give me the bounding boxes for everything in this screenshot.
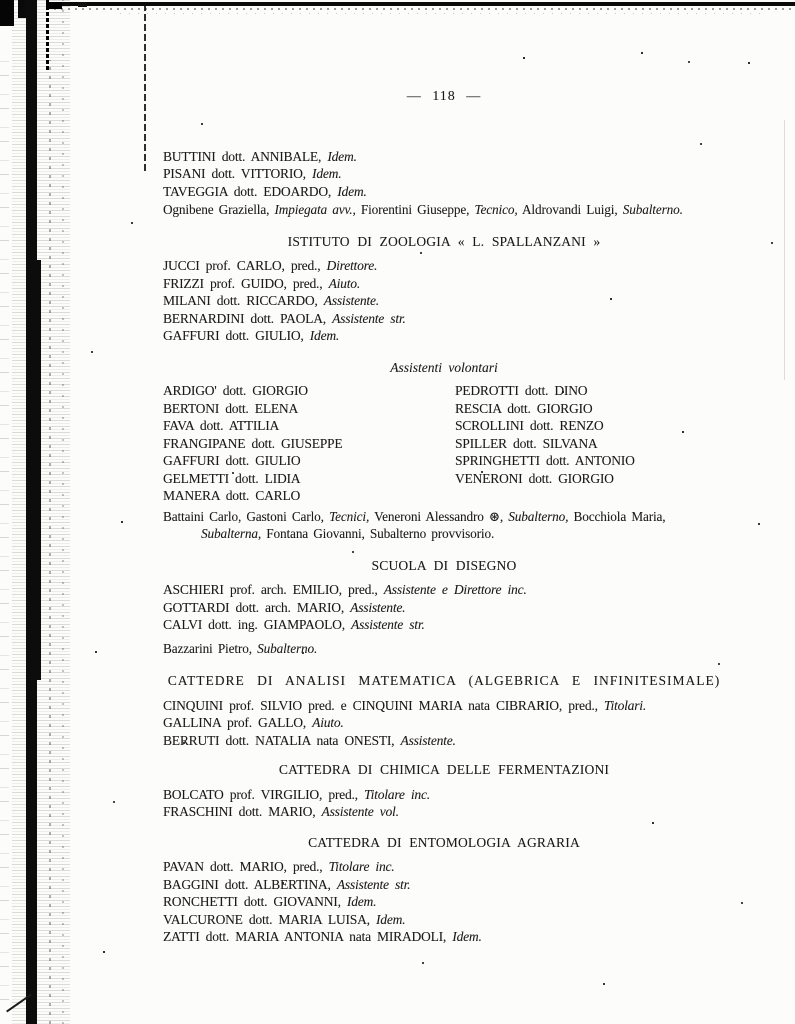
section-subheading: Assistenti volontari: [390, 359, 498, 375]
entry-role-text: Assistente str.: [351, 617, 425, 632]
section-heading: CATTEDRA DI CHIMICA DELLE FERMENTAZIONI: [278, 762, 610, 777]
entry-name-text: GAFFURI dott. GIULIO,: [163, 328, 310, 343]
scan-edge-line: [144, 6, 146, 171]
volunteers-column-left: [163, 382, 455, 505]
document-body: [163, 148, 725, 946]
entry-role-text: Impiegata avv.,: [274, 202, 356, 217]
directory-entry: [163, 911, 725, 929]
volunteer-entry: VENERONI dott. GIORGIO: [455, 470, 614, 486]
scan-dotted-line: [62, 0, 64, 1024]
entry-name-text: VALCURONE dott. MARIA LUISA,: [163, 911, 376, 927]
entries-block: [163, 786, 725, 821]
entries-block: [163, 697, 725, 750]
entry-name-text: RONCHETTI dott. GIOVANNI,: [163, 894, 347, 909]
entry-name-text: PISANI dott. VITTORIO,: [163, 166, 313, 181]
staff-paragraph-line: [163, 640, 725, 658]
page-number: — 118 —: [406, 89, 482, 104]
entry-name-text: Battaini Carlo, Gastoni Carlo,: [163, 508, 330, 524]
entry-role-text: Idem.: [327, 148, 357, 164]
directory-entry: [163, 714, 725, 732]
directory-entry: [163, 928, 725, 946]
directory-entry: [163, 876, 725, 894]
volunteers-column-right: [455, 382, 725, 505]
volunteer-entry: BERTONI dott. ELENA: [163, 400, 299, 416]
entry-name-text: Veneroni Alessandro ⊛,: [369, 508, 509, 524]
scan-left-noise: [0, 60, 9, 1000]
entry-name-text: GOTTARDI dott. arch. MARIO,: [163, 599, 351, 615]
staff-paragraph: [163, 640, 725, 658]
directory-entry: [163, 697, 725, 715]
entry-role-text: Titolare inc.: [328, 859, 395, 874]
scan-top-fuzz: [120, 13, 765, 14]
volunteer-entry: MANERA dott. CARLO: [163, 488, 301, 503]
staff-paragraph-line: [163, 525, 725, 543]
volunteer-entry: PEDROTTI dott. DINO: [455, 383, 588, 398]
entry-name-text: BERNARDINI dott. PAOLA,: [163, 310, 333, 326]
entry-name-text: Aldrovandi Luigi,: [517, 202, 623, 217]
entries-block: [163, 858, 725, 946]
directory-entry: [163, 310, 725, 328]
entry-role-text: Subalterno.: [622, 202, 683, 217]
entry-role-text: Assistente.: [323, 293, 379, 308]
entry-role-text: Subalterna,: [201, 526, 262, 541]
directory-entry: [163, 327, 725, 345]
entry-role-text: Assistente.: [350, 599, 406, 615]
staff-paragraph-line: [163, 201, 725, 219]
scan-gutter-streaks: [12, 0, 70, 1024]
directory-entry: [163, 893, 725, 911]
scan-gutter-bar: [26, 0, 37, 1024]
entry-role-text: Titolari.: [603, 697, 647, 713]
volunteer-entry: SPILLER dott. SILVANA: [455, 435, 598, 451]
entry-role-text: Idem.: [375, 911, 406, 927]
volunteers-columns: [163, 382, 725, 505]
scan-specks: [0, 0, 2, 2]
entry-name-text: ASCHIERI prof. arch. EMILIO, pred.,: [163, 582, 384, 597]
entry-role-text: Subalterno.: [257, 640, 318, 656]
directory-entry: [163, 786, 725, 804]
entries-block: [163, 257, 725, 345]
directory-entry: [163, 803, 725, 821]
entry-role-text: Assistente str.: [336, 876, 411, 892]
entry-name-text: TAVEGGIA dott. EDOARDO,: [163, 183, 338, 199]
volunteer-entry: SCROLLINI dott. RENZO: [455, 418, 604, 433]
entry-role-text: Idem.: [346, 894, 377, 909]
scan-corner-blob: [46, 2, 62, 9]
entry-role-text: Subalterno,: [508, 508, 569, 524]
entry-name-text: Bazzarini Pietro,: [163, 640, 258, 656]
entry-name-text: PAVAN dott. MARIO, pred.,: [163, 859, 329, 874]
volunteer-entry: FRANGIPANE dott. GIUSEPPE: [163, 435, 343, 451]
entry-role-text: Aiuto.: [312, 715, 344, 730]
directory-entry: [163, 275, 725, 293]
entry-name-text: CALVI dott. ing. GIAMPAOLO,: [163, 617, 352, 632]
directory-entry: [163, 616, 725, 634]
entries-block: [163, 148, 725, 201]
entry-role-text: Titolare inc.: [364, 786, 430, 802]
entry-name-text: JUCCI prof. CARLO, pred.,: [163, 258, 327, 273]
entry-name-text: BERRUTI dott. NATALIA nata ONESTI,: [163, 732, 401, 748]
staff-paragraph: [163, 201, 725, 219]
entry-name-text: FRIZZI prof. GUIDO, pred.,: [163, 275, 329, 291]
directory-entry: [163, 599, 725, 617]
entry-role-text: Aiuto.: [328, 275, 361, 291]
section-heading: ISTITUTO DI ZOOLOGIA « L. SPALLANZANI »: [287, 233, 601, 249]
entry-name-text: ZATTI dott. MARIA ANTONIA nata MIRADOLI,: [163, 929, 453, 944]
volunteer-entry: SPRINGHETTI dott. ANTONIO: [455, 453, 635, 468]
volunteer-entry: GAFFURI dott. GIULIO: [163, 453, 301, 468]
volunteer-entry: ARDIGO' dott. GIORGIO: [163, 383, 308, 398]
directory-entry: [163, 183, 725, 201]
entry-role-text: Idem.: [337, 183, 367, 199]
staff-paragraph-line: [163, 508, 725, 526]
entry-role-text: Direttore.: [326, 258, 378, 273]
volunteer-entry: RESCIA dott. GIORGIO: [455, 400, 593, 416]
entry-role-text: Tecnici,: [329, 508, 370, 524]
entry-name-text: Fiorentini Giuseppe,: [355, 202, 475, 217]
scan-slash-mark: [6, 994, 32, 1013]
entry-name-text: GALLINA prof. GALLO,: [163, 715, 313, 730]
entry-role-text: Assistente e Direttore inc.: [383, 582, 527, 597]
scan-corner-blob: [0, 0, 14, 26]
entry-name-text: MILANI dott. RICCARDO,: [163, 293, 324, 308]
scan-top-fuzz: [54, 8, 793, 10]
entry-name-text: CINQUINI prof. SILVIO pred. e CINQUINI MARIA nata CIBRARIO, pred.,: [163, 697, 604, 713]
directory-entry: [163, 581, 725, 599]
entry-name-text: FRASCHINI dott. MARIO,: [163, 804, 322, 819]
directory-entry: [163, 292, 725, 310]
scan-corner-blob: [18, 0, 27, 18]
entries-block: [163, 581, 725, 634]
section-heading: CATTEDRE DI ANALISI MATEMATICA (ALGEBRICA E INFINITESIMALE): [167, 673, 721, 688]
entry-role-text: Idem.: [312, 166, 342, 181]
entry-name-text: Ognibene Graziella,: [163, 202, 275, 217]
scan-dotted-line: [46, 0, 49, 70]
directory-entry: [163, 732, 725, 750]
directory-entry: [163, 165, 725, 183]
scan-corner-blob: [78, 2, 87, 7]
volunteer-entry: GELMETTI dott. LIDIA: [163, 470, 301, 486]
entry-role-text: Assistente.: [400, 732, 456, 748]
entry-name-text: BUTTINI dott. ANNIBALE,: [163, 148, 328, 164]
scan-right-faint-line: [784, 120, 785, 380]
directory-entry: [163, 148, 725, 166]
entry-role-text: Assistente str.: [332, 310, 406, 326]
section-heading: CATTEDRA DI ENTOMOLOGIA AGRARIA: [308, 834, 580, 850]
entry-name-text: Fontana Giovanni, Subalterno provvisorio.: [261, 526, 495, 541]
volunteer-entry: FAVA dott. ATTILIA: [163, 418, 280, 433]
entry-role-text: Assistente vol.: [321, 804, 399, 819]
entry-name-text: Bocchiola Maria,: [568, 508, 666, 524]
section-heading: SCUOLA DI DISEGNO: [371, 557, 517, 573]
entry-role-text: Idem.: [309, 328, 340, 343]
entry-name-text: BOLCATO prof. VIRGILIO, pred.,: [163, 786, 365, 802]
scan-gutter-bar: [35, 260, 41, 680]
entry-role-text: Idem.: [452, 929, 482, 944]
entry-role-text: Tecnico,: [474, 202, 518, 217]
directory-entry: [163, 858, 725, 876]
scan-dotted-line: [49, 60, 51, 1024]
entry-name-text: BAGGINI dott. ALBERTINA,: [163, 876, 337, 892]
staff-paragraph: [163, 508, 725, 543]
scan-gutter-bar: [30, 680, 37, 1024]
page-content: [163, 88, 725, 946]
directory-entry: [163, 257, 725, 275]
scan-top-edge-line: [46, 2, 795, 6]
